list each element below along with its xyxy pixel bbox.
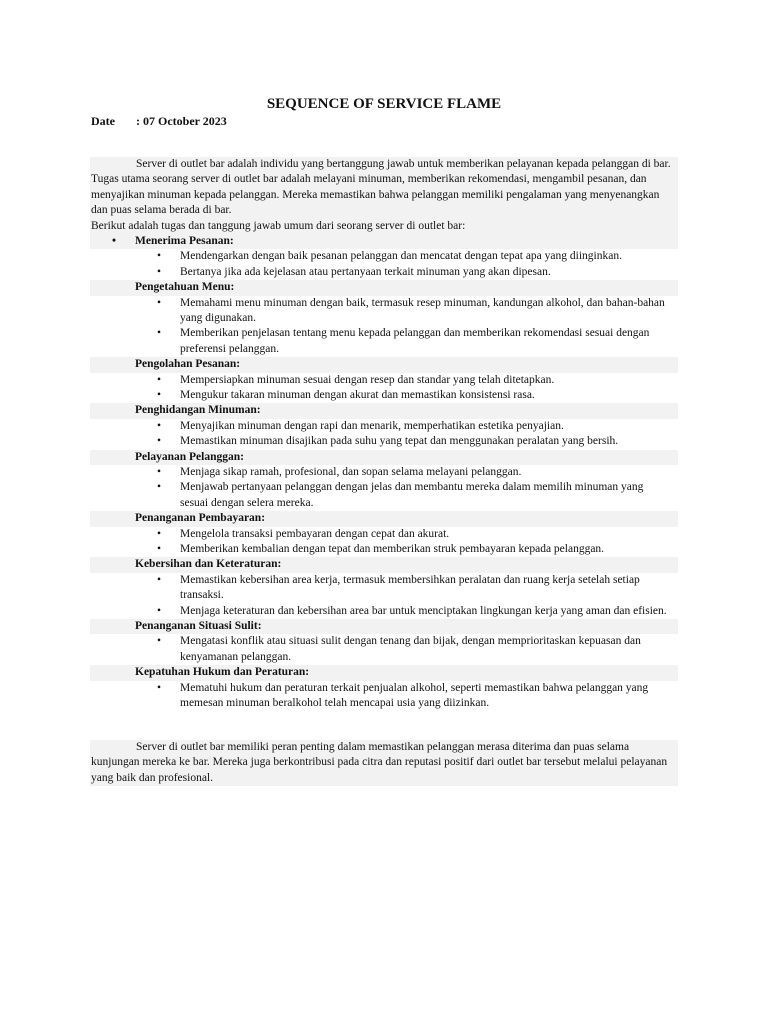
bullet-icon: • bbox=[157, 419, 162, 432]
list-item bbox=[90, 326, 678, 357]
date-line bbox=[91, 114, 227, 129]
list-item-text: Mendengarkan dengan baik pesanan pelanggan dan mencatat dengan tepat apa yang diinginkan. bbox=[180, 250, 622, 263]
section-heading bbox=[90, 557, 678, 572]
list-item bbox=[90, 527, 678, 542]
list-item bbox=[90, 388, 678, 403]
section-heading bbox=[90, 511, 678, 526]
list-item-text: Menjawab pertanyaan pelanggan dengan jelas dan membantu mereka dalam memilih minuman yang sesuai dengan selera mereka. bbox=[180, 481, 644, 509]
section-heading-text: Penanganan Pembayaran: bbox=[135, 512, 266, 525]
list-item-text: Mengukur takaran minuman dengan akurat dan memastikan konsistensi rasa. bbox=[180, 389, 535, 402]
date-value: : 07 October 2023 bbox=[136, 114, 227, 128]
intro-lead-in: Berikut adalah tugas dan tanggung jawab umum dari seorang server di outlet bar: bbox=[91, 219, 466, 232]
list-item-text: Menyajikan minuman dengan rapi dan menarik, memperhatikan estetika penyajian. bbox=[180, 419, 564, 432]
list-item bbox=[90, 573, 678, 604]
list-item-text: Menjaga keteraturan dan kebersihan area bar untuk menciptakan lingkungan kerja yang aman dan efisien. bbox=[180, 604, 667, 617]
list-item bbox=[90, 419, 678, 434]
intro-paragraph: Server di outlet bar adalah individu yang bertanggung jawab untuk memberikan pelayanan kepada pelanggan di bar. Tugas utama seorang server di outlet bar adalah melayani minuman, memberikan rekomendasi, mengambil pesanan, dan menyajikan minuman kepada pelanggan. Mereka memastikan bahwa pelanggan memiliki pengalaman yang menyenangkan dan puas selama berada di bar. bbox=[91, 158, 671, 217]
bullet-icon: • bbox=[157, 681, 162, 694]
list-item-text: Mengelola transaksi pembayaran dengan cepat dan akurat. bbox=[180, 527, 450, 540]
list-item bbox=[90, 681, 678, 712]
list-item-text: Memberikan penjelasan tentang menu kepada pelanggan dan memberikan rekomendasi sesuai dengan preferensi pelanggan. bbox=[180, 327, 650, 355]
bullet-icon: • bbox=[157, 435, 162, 448]
bullet-icon: • bbox=[157, 573, 162, 586]
bullet-icon: • bbox=[157, 296, 162, 309]
closing-paragraph: Server di outlet bar memiliki peran penting dalam memastikan pelanggan merasa diterima dan puas selama kunjungan mereka ke bar. Mereka juga berkontribusi pada citra dan reputasi positif dari outlet bar tersebut melalui pelayanan yang baik dan profesional. bbox=[91, 741, 668, 784]
section-heading bbox=[90, 403, 678, 418]
bullet-icon: • bbox=[157, 327, 162, 340]
section-heading-text: Kebersihan dan Keteraturan: bbox=[135, 558, 282, 571]
list-item bbox=[90, 480, 678, 511]
list-item-text: Mematuhi hukum dan peraturan terkait penjualan alkohol, seperti memastikan bahwa pelanggan yang memesan minuman beralkohol telah mencapai usia yang diizinkan. bbox=[180, 681, 649, 710]
section-heading-text: Penghidangan Minuman: bbox=[135, 404, 261, 417]
list-item bbox=[90, 542, 678, 557]
list-item bbox=[90, 249, 678, 264]
bullet-icon: • bbox=[157, 265, 162, 278]
section-heading bbox=[90, 450, 678, 465]
list-item bbox=[90, 373, 678, 388]
section-heading-text: Pelayanan Pelanggan: bbox=[135, 450, 244, 463]
list-item-text: Mengatasi konflik atau situasi sulit dengan tenang dan bijak, dengan memprioritaskan kepuasan dan kenyamanan pelanggan. bbox=[180, 635, 641, 663]
section-heading-text: Penanganan Situasi Sulit: bbox=[135, 620, 262, 633]
section-heading bbox=[90, 619, 678, 634]
list-item bbox=[90, 634, 678, 665]
list-item-text: Menjaga sikap ramah, profesional, dan sopan selama melayani pelanggan. bbox=[180, 466, 522, 479]
list-item bbox=[90, 465, 678, 480]
section-heading-text: Pengolahan Pesanan: bbox=[135, 358, 241, 371]
bullet-icon: • bbox=[157, 466, 162, 479]
list-item bbox=[90, 265, 678, 280]
list-item-text: Memahami menu minuman dengan baik, termasuk resep minuman, kandungan alkohol, dan bahan-bahan yang digunakan. bbox=[180, 296, 665, 324]
list-item-text: Memberikan kembalian dengan tepat dan memberikan struk pembayaran kepada pelanggan. bbox=[180, 543, 605, 556]
bullet-icon: • bbox=[157, 635, 162, 648]
list-item bbox=[90, 604, 678, 619]
section-heading-text: Pengetahuan Menu: bbox=[135, 281, 235, 294]
document-title: SEQUENCE OF SERVICE FLAME bbox=[266, 96, 502, 112]
bullet-icon: • bbox=[157, 604, 162, 617]
list-item-text: Memastikan kebersihan area kerja, termasuk membersihkan peralatan dan ruang kerja setelah setiap transaksi. bbox=[180, 573, 640, 602]
bullet-icon: • bbox=[157, 481, 162, 494]
list-item bbox=[90, 296, 678, 327]
list-item-text: Mempersiapkan minuman sesuai dengan resep dan standar yang telah ditetapkan. bbox=[180, 373, 555, 386]
bullet-icon: • bbox=[157, 373, 162, 386]
date-label: Date bbox=[91, 114, 115, 128]
list-item-text: Memastikan minuman disajikan pada suhu yang tepat dan menggunakan peralatan yang bersih. bbox=[180, 435, 619, 448]
bullet-icon: • bbox=[157, 543, 162, 556]
section-heading bbox=[90, 665, 678, 680]
section-heading bbox=[90, 357, 678, 372]
list-item-text: Bertanya jika ada kejelasan atau pertanyaan terkait minuman yang akan dipesan. bbox=[180, 265, 551, 278]
intro-block bbox=[90, 157, 678, 234]
duty-list bbox=[90, 234, 678, 711]
section-heading-text: Kepatuhan Hukum dan Peraturan: bbox=[135, 666, 310, 679]
closing-block bbox=[90, 740, 678, 786]
bullet-icon: • bbox=[157, 527, 162, 540]
section-heading bbox=[90, 234, 678, 249]
section-heading-text: Menerima Pesanan: bbox=[135, 235, 234, 247]
section-heading bbox=[90, 280, 678, 295]
bullet-icon: • bbox=[157, 389, 162, 402]
list-item bbox=[90, 434, 678, 449]
bullet-icon: • bbox=[157, 250, 162, 263]
